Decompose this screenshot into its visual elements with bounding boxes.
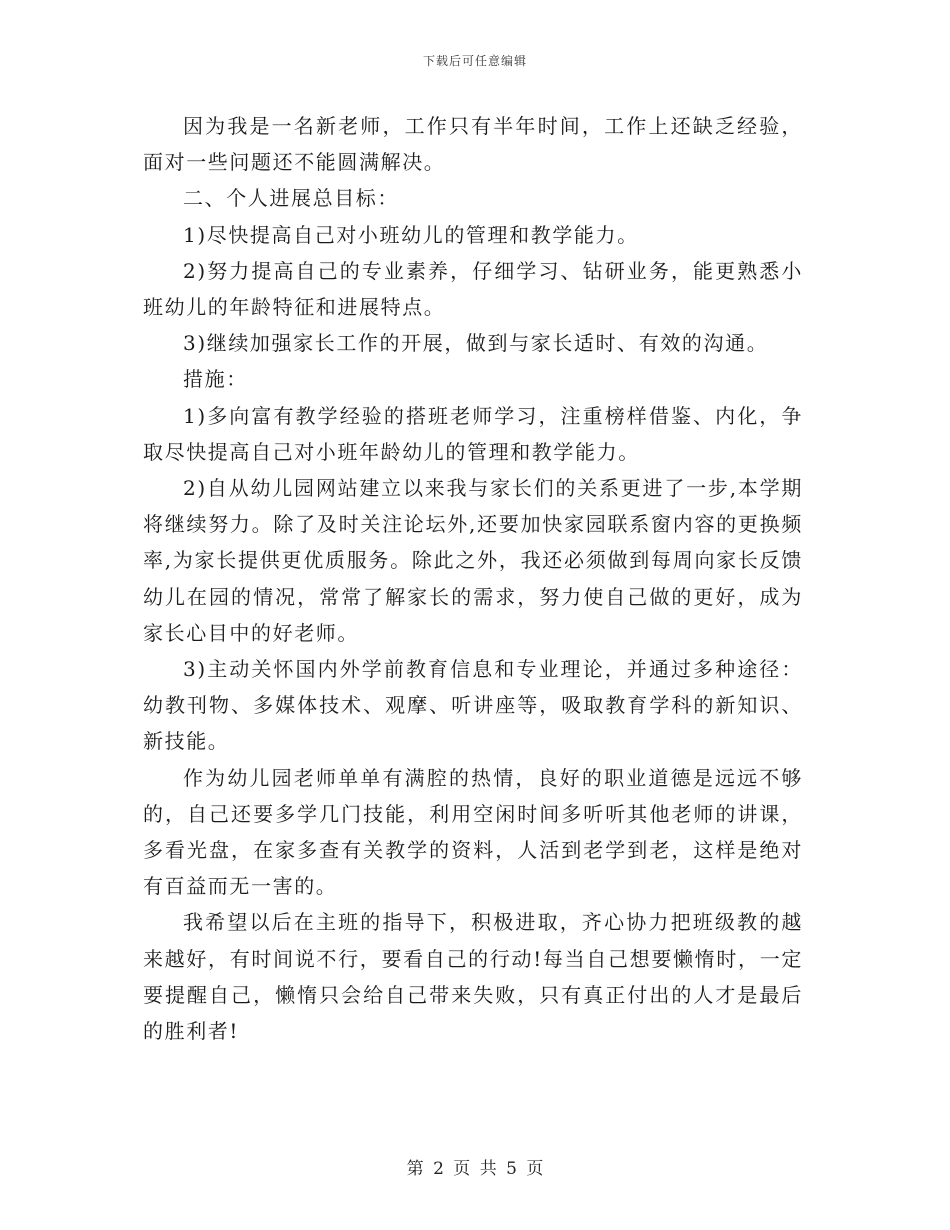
goal-item: 2)努力提高自己的专业素养，仔细学习、钻研业务，能更熟悉小班幼儿的年龄特征和进展特点。: [143, 258, 803, 320]
paragraph: 我希望以后在主班的指导下，积极进取，齐心协力把班级教的越来越好，有时间说不行，要看自己的行动!每当自己想要懒惰时，一定要提醒自己，懒惰只会给自己带来失败，只有真正付出的人才是最后的胜利者!: [143, 910, 803, 1044]
paragraph: 作为幼儿园老师单单有满腔的热情，良好的职业道德是远远不够的，自己还要多学几门技能，利用空闲时间多听听其他老师的讲课，多看光盘，在家多查有关教学的资料，人活到老学到老，这样是绝对有百益而无一害的。: [143, 765, 803, 899]
goal-item: 1)尽快提高自己对小班幼儿的管理和教学能力。: [183, 222, 639, 247]
measure-item: 1)多向富有教学经验的搭班老师学习，注重榜样借鉴、内化，争取尽快提高自己对小班年龄幼儿的管理和教学能力。: [143, 403, 803, 464]
measure-item: 3)主动关怀国内外学前教育信息和专业理论，并通过多种途径：幼教刊物、多媒体技术、观摩、听讲座等，吸取教育学科的新知识、新技能。: [143, 657, 803, 754]
measure-item: 2)自从幼儿园网站建立以来我与家长们的关系更进了一步,本学期将继续努力。除了及时关注论坛外,还要加快家园联系窗内容的更换频率,为家长提供更优质服务。除此之外，我还必须做到每周向家长反馈幼儿在园的情况，常常了解家长的需求，努力使自己做的更好，成为家长心目中的好老师。: [143, 476, 803, 645]
section-heading: 二、个人进展总目标：: [183, 186, 399, 211]
page-number: 第 2 页 共 5 页: [406, 1159, 544, 1179]
goal-item: 3)继续加强家长工作的开展，做到与家长适时、有效的沟通。: [183, 331, 769, 356]
section-heading: 措施：: [183, 367, 248, 392]
document-body: [143, 108, 803, 1049]
page-header: 下载后可任意编辑: [422, 54, 527, 68]
paragraph: 因为我是一名新老师，工作只有半年时间，工作上还缺乏经验，面对一些问题还不能圆满解决。: [143, 114, 803, 175]
